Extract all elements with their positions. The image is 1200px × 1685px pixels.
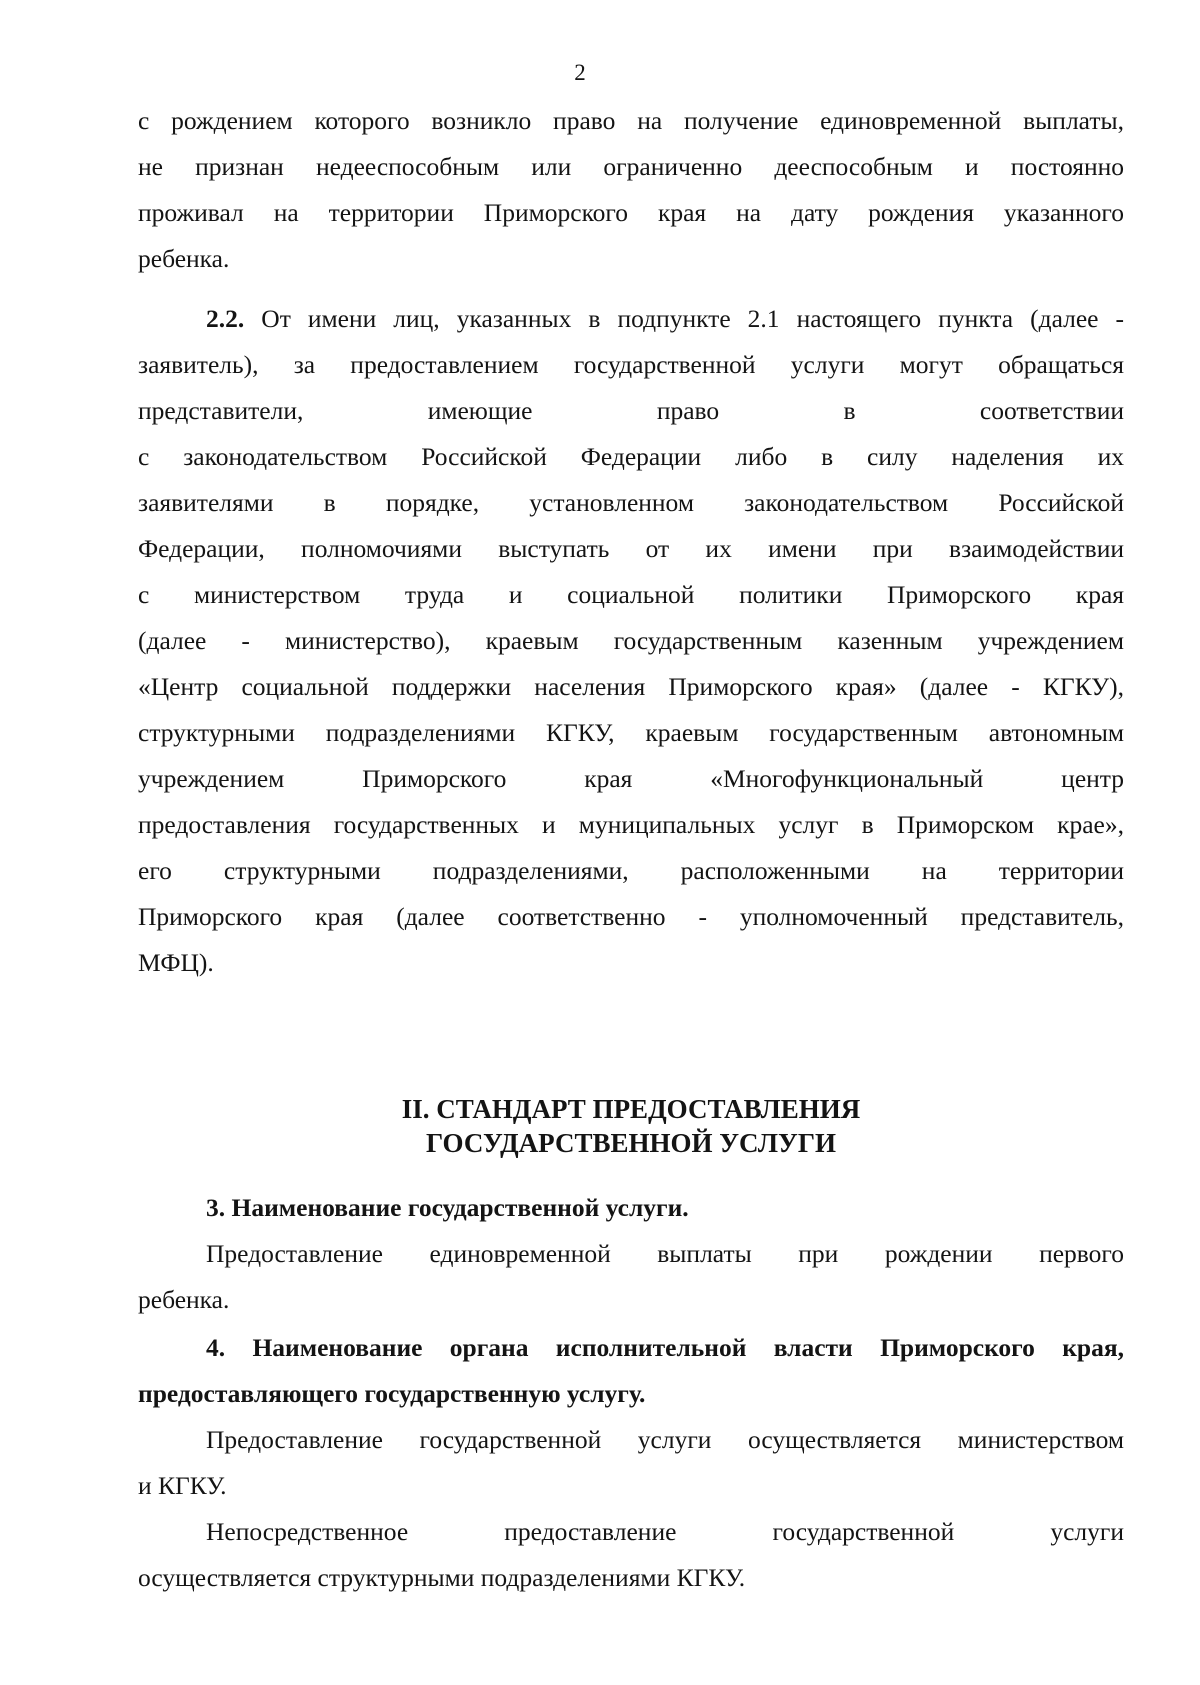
item-3 [138, 1185, 1124, 1323]
text-line: ребенка. [138, 244, 230, 273]
text-line: Приморского края (далее соответственно - уполномоченный представитель, [138, 902, 1124, 931]
text-line: с министерством труда и социальной политики Приморского края [138, 580, 1124, 609]
text-line: Непосредственное предоставление государственной услуги [206, 1517, 1124, 1546]
paragraph-2-2 [138, 296, 1124, 986]
text-line: Федерации, полномочиями выступать от их имени при взаимодействии [138, 534, 1124, 563]
text-line: Предоставление государственной услуги осуществляется министерством [206, 1425, 1124, 1454]
text-line: и КГКУ. [138, 1471, 227, 1500]
text-line: (далее - министерство), краевым государственным казенным учреждением [138, 626, 1124, 655]
text-line: проживал на территории Приморского края на дату рождения указанного [138, 198, 1124, 227]
section-heading-line: II. СТАНДАРТ ПРЕДОСТАВЛЕНИЯ [401, 1094, 861, 1124]
text-line: с законодательством Российской Федерации либо в силу наделения их [138, 442, 1124, 471]
text-line: представители, имеющие право в соответствии [138, 396, 1124, 425]
item-heading: 3. Наименование государственной услуги. [206, 1193, 689, 1222]
item-heading: предоставляющего государственную услугу. [138, 1379, 646, 1408]
text-line: не признан недееспособным или ограниченно дееспособным и постоянно [138, 152, 1124, 181]
text-fragment: От имени лиц, указанных в подпункте 2.1 настоящего пункта (далее - [261, 304, 1124, 333]
text-line: МФЦ). [138, 948, 214, 977]
text-line: Предоставление единовременной выплаты при рождении первого [206, 1239, 1124, 1268]
item-number: 2.2. [206, 304, 245, 333]
page-number: 2 [574, 60, 586, 85]
text-line: заявитель), за предоставлением государственной услуги могут обращаться [138, 350, 1124, 379]
item-heading: 4. Наименование органа исполнительной власти Приморского края, [206, 1333, 1124, 1362]
paragraph-continuation [138, 98, 1124, 282]
item-4 [138, 1325, 1124, 1601]
text-line: «Центр социальной поддержки населения Приморского края» (далее - КГКУ), [138, 672, 1124, 701]
text-line: учреждением Приморского края «Многофункциональный центр [138, 764, 1124, 793]
text-line: его структурными подразделениями, расположенными на территории [138, 856, 1124, 885]
text-line: структурными подразделениями КГКУ, краевым государственным автономным [138, 718, 1124, 747]
text-line: ребенка. [138, 1285, 230, 1314]
text-line [138, 296, 1124, 342]
text-line: осуществляется структурными подразделениями КГКУ. [138, 1563, 746, 1592]
section-heading-line: ГОСУДАРСТВЕННОЙ УСЛУГИ [426, 1128, 836, 1158]
text-line: заявителями в порядке, установленном законодательством Российской [138, 488, 1124, 517]
section-heading [0, 1092, 1200, 1160]
text-line: предоставления государственных и муниципальных услуг в Приморском крае», [138, 810, 1124, 839]
text-line: с рождением которого возникло право на получение единовременной выплаты, [138, 106, 1124, 135]
